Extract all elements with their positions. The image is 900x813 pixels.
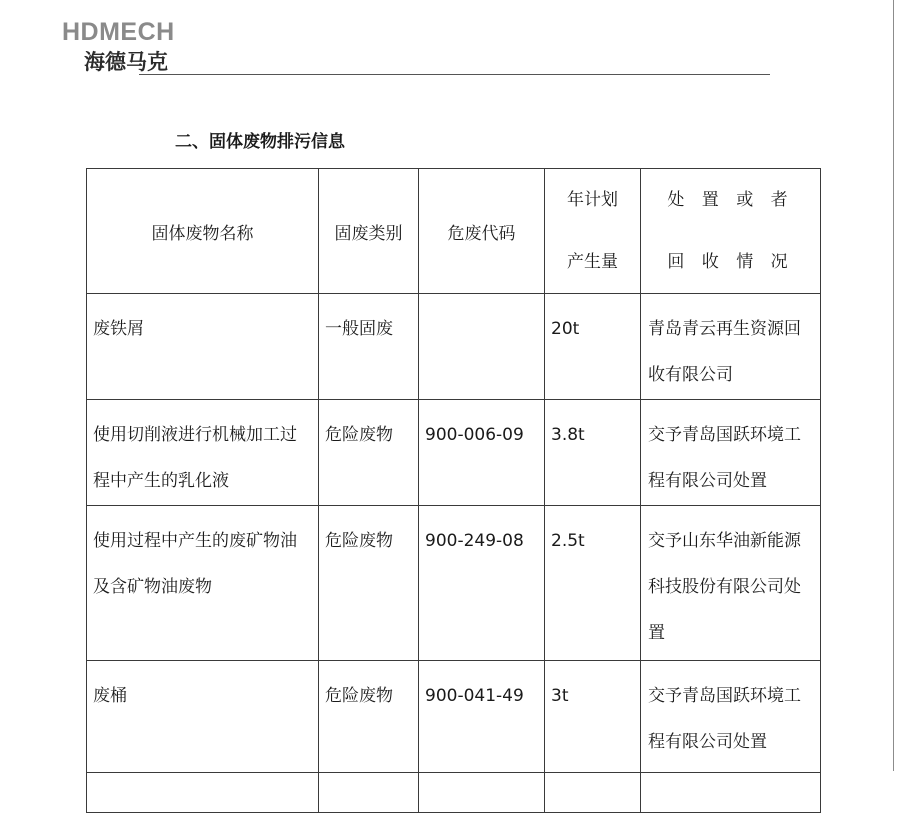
company-logo-chinese: 海德马克: [84, 50, 168, 74]
cell-empty: [419, 773, 545, 813]
cell-amount: 20t: [545, 294, 641, 400]
cell-empty: [319, 773, 419, 813]
table-row-partial: [87, 773, 821, 813]
cell-disposal: 交予青岛国跃环境工程有限公司处置: [641, 661, 821, 773]
cell-empty: [545, 773, 641, 813]
page-edge-line: [893, 0, 894, 771]
cell-name: 使用切削液进行机械加工过程中产生的乳化液: [87, 400, 319, 506]
col-header-disposal-line1: 处 置 或 者: [667, 190, 794, 210]
table-row: [87, 400, 821, 506]
cell-code: [419, 294, 545, 400]
table-row: [87, 294, 821, 400]
cell-disposal: 青岛青云再生资源回收有限公司: [641, 294, 821, 400]
col-header-name: 固体废物名称: [87, 169, 319, 294]
col-header-code: 危废代码: [419, 169, 545, 294]
col-header-amount-line2: 产生量: [567, 252, 618, 272]
cell-name: 废铁屑: [87, 294, 319, 400]
cell-amount: 2.5t: [545, 506, 641, 661]
col-header-disposal-line2: 回 收 情 况: [667, 252, 794, 272]
solid-waste-table: [86, 168, 821, 813]
cell-amount: 3t: [545, 661, 641, 773]
col-header-category: 固废类别: [319, 169, 419, 294]
col-header-disposal: [641, 169, 821, 294]
cell-category: 危险废物: [319, 661, 419, 773]
table-row: [87, 661, 821, 773]
cell-code: 900-249-08: [419, 506, 545, 661]
cell-category: 危险废物: [319, 400, 419, 506]
cell-empty: [87, 773, 319, 813]
cell-disposal: 交予山东华油新能源科技股份有限公司处置: [641, 506, 821, 661]
cell-empty: [641, 773, 821, 813]
cell-amount: 3.8t: [545, 400, 641, 506]
cell-name: 使用过程中产生的废矿物油及含矿物油废物: [87, 506, 319, 661]
cell-name: 废桶: [87, 661, 319, 773]
table-header-row: [87, 169, 821, 294]
company-logo-english: HDMECH: [62, 18, 175, 46]
col-header-amount-line1: 年计划: [567, 190, 618, 210]
cell-code: 900-006-09: [419, 400, 545, 506]
cell-category: 一般固废: [319, 294, 419, 400]
section-title: 二、固体废物排污信息: [175, 132, 345, 152]
cell-disposal: 交予青岛国跃环境工程有限公司处置: [641, 400, 821, 506]
cell-category: 危险废物: [319, 506, 419, 661]
col-header-amount: [545, 169, 641, 294]
table-row: [87, 506, 821, 661]
header-divider: [139, 74, 770, 75]
cell-code: 900-041-49: [419, 661, 545, 773]
